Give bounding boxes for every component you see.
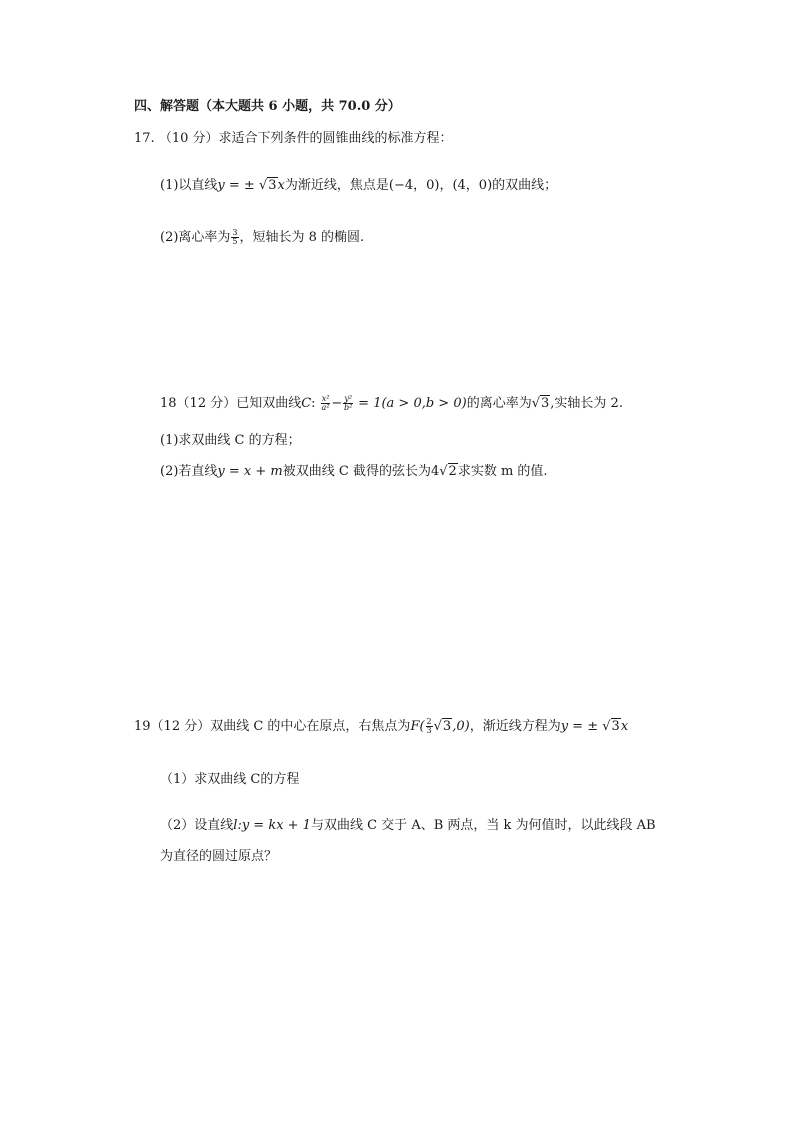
- q17-part1: [160, 177, 557, 195]
- q18-p2-mid: 被双曲线 C 截得的弦长为: [282, 464, 431, 479]
- q17-p1-eq-tail: x: [277, 178, 285, 193]
- q19-F: F(: [410, 719, 425, 734]
- section-heading: 四、解答题（本大题共 6 小题，共 70.0 分）: [134, 99, 401, 114]
- q18-fy-num: y²: [344, 394, 353, 403]
- q18-intro-line: [160, 395, 623, 413]
- q19-part1: （1）求双曲线 C的方程: [160, 772, 300, 787]
- q17-p2-pre: (2)离心率为: [160, 230, 231, 245]
- q18-p2-coef: 4: [430, 464, 440, 479]
- q19-intro-line: [134, 718, 628, 736]
- q18-part2: [160, 463, 548, 481]
- q17-intro-line: [134, 130, 453, 148]
- q18-p2-sqrt: √2: [439, 464, 457, 479]
- q19-radicand1: 3: [442, 719, 452, 734]
- q17-p2-post: ，短轴长为 8 的椭圆.: [239, 230, 365, 245]
- q19-eq-tail: x: [620, 719, 629, 734]
- q17-p1-eq-left: y = ±: [217, 178, 259, 193]
- q18-frac-y: [343, 395, 353, 412]
- q18-colon: :: [311, 396, 320, 411]
- q19-intro-pre: 19（12 分）双曲线 C 的中心在原点，右焦点为: [134, 719, 411, 734]
- q18-eq-rest: = 1(a > 0,b > 0): [354, 396, 467, 411]
- q18-intro-pre: 18（12 分）已知双曲线: [160, 396, 302, 411]
- q17-p2-fraction: [231, 229, 238, 246]
- q19-p2-eq: l:y = kx + 1: [233, 818, 311, 833]
- q18-tail: ,实轴长为 2.: [550, 396, 623, 411]
- q19-part2: [160, 817, 656, 835]
- q19-mid: ，渐近线方程为: [469, 719, 561, 734]
- q18-p2-pre: (2)若直线: [160, 464, 218, 479]
- q18-p2-post: 求实数 m 的值.: [457, 464, 548, 479]
- q18-part1: (1)求双曲线 C 的方程；: [160, 433, 301, 448]
- q18-radicand: 3: [541, 396, 550, 411]
- q17-p1-post: 为渐近线，焦点是(−4，0)，(4，0)的双曲线；: [284, 178, 558, 193]
- q18-mid: 的离心率为: [466, 396, 532, 411]
- q19-sqrt1: √3: [433, 719, 452, 734]
- q18-frac-x: [321, 395, 331, 412]
- q19-frac-num: 2: [426, 717, 432, 726]
- q17-p2-frac-den: 5: [232, 237, 238, 246]
- q17-p2-frac-num: 3: [232, 228, 238, 237]
- q19-fraction: [426, 718, 433, 735]
- q18-p2-radicand: 2: [448, 464, 457, 479]
- q18-p2-eq: y = x + m: [217, 464, 283, 479]
- q19-p2-mid: 与双曲线 C 交于 A、B 两点，当 k 为何值时，以此线段 AB: [310, 818, 656, 833]
- q18-fy-den: b²: [344, 403, 353, 412]
- q19-p2-pre: （2）设直线: [160, 818, 234, 833]
- q18-fx-den: a²: [321, 403, 330, 412]
- q19-radicand2: 3: [611, 719, 620, 734]
- q18-sqrt: √3: [531, 396, 550, 411]
- q18-fx-num: x²: [321, 394, 330, 403]
- q19-frac-den: 3: [426, 726, 432, 735]
- q17-p1-sqrt: √3: [258, 178, 277, 193]
- q17-p1-pre: (1)以直线: [160, 178, 218, 193]
- q17-part2: [160, 229, 364, 247]
- q19-eq-left: y = ±: [560, 719, 603, 734]
- q18-minus: −: [331, 396, 343, 411]
- q17-number: 17.: [134, 131, 155, 146]
- q19-sqrt2: √3: [602, 719, 620, 734]
- q17-intro: （10 分）求适合下列条件的圆锥曲线的标准方程：: [158, 131, 453, 146]
- q19-F-close: ,0): [452, 719, 470, 734]
- q17-p1-radicand: 3: [268, 178, 277, 193]
- q18-curve: C: [301, 396, 312, 411]
- q19-part2-cont: 为直径的圆过原点？: [160, 849, 278, 864]
